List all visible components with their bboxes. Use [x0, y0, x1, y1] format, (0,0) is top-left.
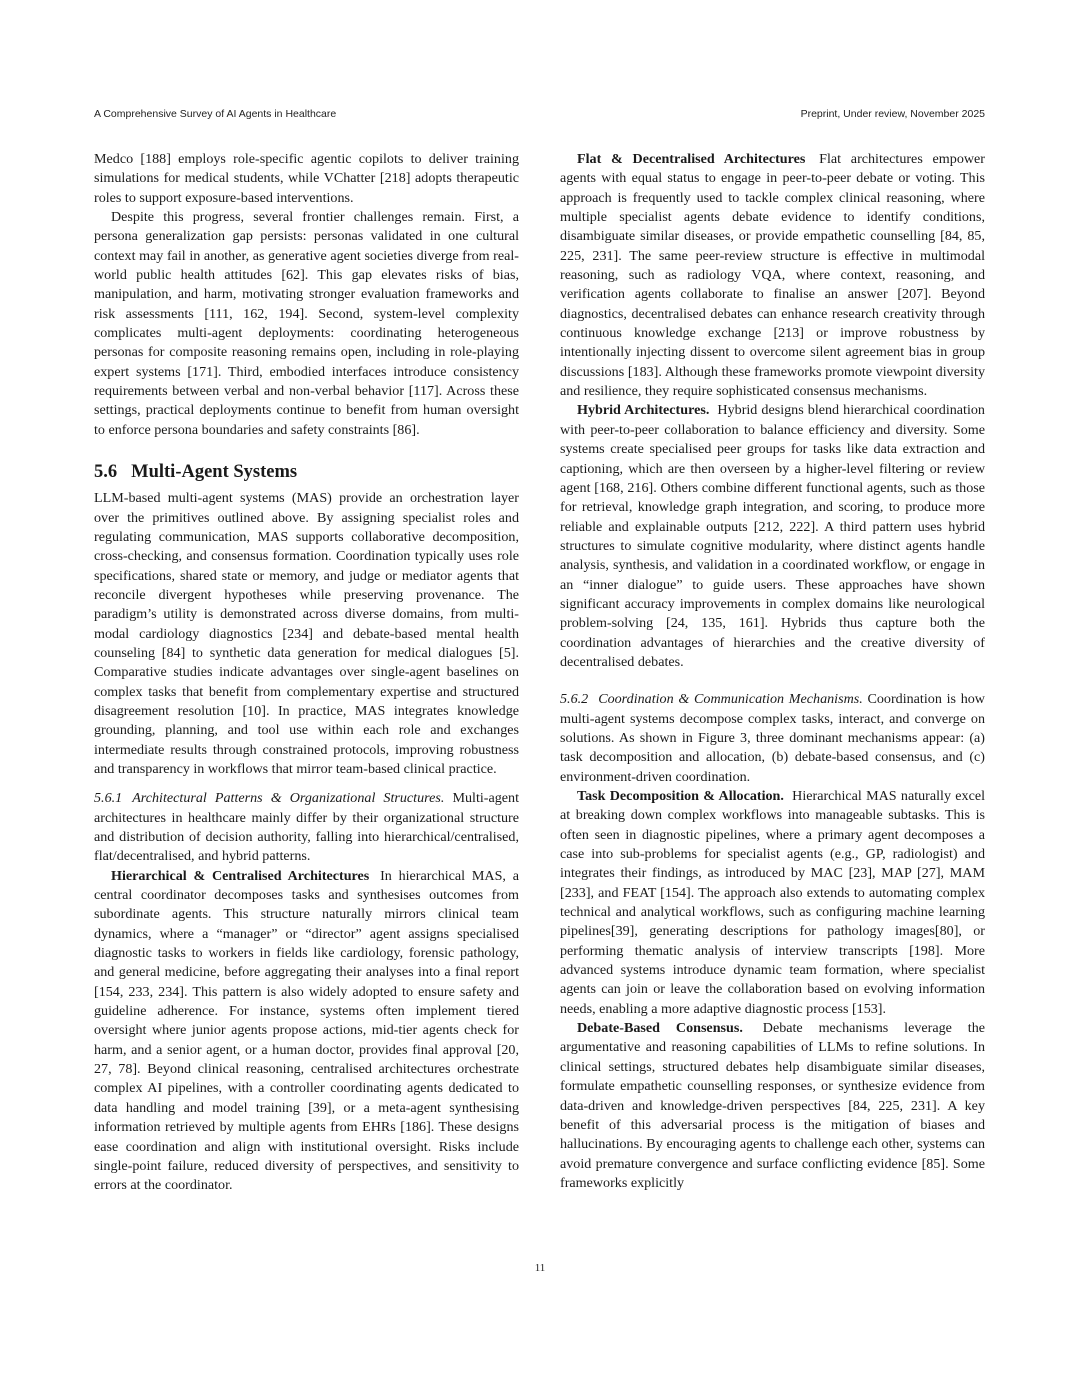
section-title: Multi-Agent Systems — [131, 462, 298, 483]
left-column — [94, 150, 519, 1196]
running-header — [94, 108, 985, 120]
paragraph: LLM-based multi-agent systems (MAS) provide an orchestration layer over the primitives outlined above. By assigning specialist roles and regulating communication, MAS supports collaborative decomposition, cross-checking, and consensus formation. Coordination typically uses role specifications, shared state or memory, and judge or mediator agents that reconcile divergent hypotheses while preserving provenance. The paradigm’s utility is demonstrated across diverse domains, from multi-modal cardiology diagnostics [234] and debate-based mental health counseling [84] to synthetic data generation for medical dialogues [5]. Comparative studies indicate advantages over single-agent baselines on complex tasks that benefit from complementary expertise and structured disagreement resolution [10]. In practice, MAS integrates knowledge grounding, planning, and tool use within each role and exchanges intermediate results through constrained protocols, improving robustness and transparency in workflows that mirror team-based clinical practice. — [94, 490, 519, 777]
paragraph-lead: Hybrid Architectures. — [577, 402, 710, 419]
paragraph: Medco [188] employs role-specific agentic copilots to deliver training simulations for medical students, while VChatter [218] adopts therapeutic roles to support exposure-based interventions. — [94, 151, 519, 206]
section-heading — [94, 460, 519, 484]
paragraph-text: Hybrid designs blend hierarchical coordination with peer-to-peer collaboration to balance efficiency and diversity. Some systems create specialised peer groups for tasks like data extraction and captioning, which are then overseen by a higher-level filtering or review agent [168, 216]. Others combine different functional agents, such as those for retrieval, knowledge graph integration, and scoring, to produce more reliable and explainable outputs [212, 222]. A third pattern uses hybrid structures to simulate cognitive modularity, where distinct agents handle analysis, synthesis, and validation in a coordinated workflow, or engage in an “inner dialogue” to guide users. These approaches have shown significant accuracy improvements in complex domains like neurological problem-solving [24, 135, 161]. Hybrids thus capture both the coordination advantages of hierarchies and the creative diversity of decentralised debates. — [560, 402, 985, 670]
paragraph-text: In hierarchical MAS, a central coordinator decomposes tasks and synthesises outcomes from subordinate agents. This structure naturally mirrors clinical team dynamics, where a “manager” or “director” agent assigns specialised diagnostic tasks to workers in fields like cardiology, forensic pathology, and general medicine, before aggregating their analyses into a final report [154, 233, 234]. This pattern is also widely adopted to ensure safety and guideline adherence. For instance, systems often implement tiered oversight where junior agents propose actions, mid-tier agents check for harm, and a senior agent, or a human doctor, provides final approval [20, 27, 78]. Beyond clinical reasoning, centralised architectures orchestrate complex AI pipelines, with a controller coordinating agents dedicated to data handling and model training [39], or a meta-agent synthesising information retrieved by multiple agents from EHRs [186]. These designs ease coordination and align with institutional oversight. Risks include single-point failure, reduced diversity of perspectives, and sensitivity to errors at the coordinator. — [94, 867, 519, 1194]
subsection-number: 5.6.1 — [94, 790, 123, 807]
page-number: 11 — [534, 1262, 546, 1274]
subsection-text: Coordination is how multi-agent systems decompose complex tasks, interact, and converge on solutions. As shown in Figure 3, three dominant mechanisms appear: (a) task decomposition and allocation, (b) debate-based consensus, and (c) environment-driven coordination. — [560, 691, 985, 785]
subsection-heading — [94, 790, 444, 806]
paragraph-text: Flat architectures empower agents with equal status to engage in peer-to-peer debate or voting. This approach is frequently used to tackle complex clinical reasoning, where multiple specialist agents debate evidence to identify conditions, disambiguate similar diseases, or provide empathetic counselling [84, 85, 225, 231]. The same peer-review structure is effective in multimodal reasoning, such as radiology VQA, where context, reasoning, and verification agents collaborate to finalise an answer [207]. Beyond diagnostics, decentralised debates can enhance research creativity through continuous knowledge exchange [213] or improve robustness by intentionally injecting dissent to overcome silent agreement bias in group discussions [183]. Although these frameworks promote viewpoint diversity and resilience, they require sophisticated consensus mechanisms. — [560, 151, 985, 400]
subsection-paragraph — [560, 690, 985, 787]
subsection-text: Multi-agent architectures in healthcare mainly differ by their organizational structure and distribution of decision authority, falling into hierarchical/centralised, flat/decentralised, and hybrid patterns. — [94, 790, 519, 865]
header-title: A Comprehensive Survey of AI Agents in Healthcare — [94, 108, 337, 120]
paragraph — [560, 787, 985, 1019]
paragraph-lead: Hierarchical & Centralised Architectures — [111, 867, 370, 884]
paragraph-lead: Flat & Decentralised Architectures — [577, 151, 806, 167]
paragraph-text: Hierarchical MAS naturally excel at breaking down complex workflows into manageable subtasks. This is often seen in diagnostic pipelines, where a primary agent decomposes a case into sub-problems for specialist agents (e.g., GP, radiologist) and integrates their findings, as introduced by MAC [23], MAP [27], MAM [233], and FEAT [154]. The approach also extends to automating complex technical and analytical workflows, such as configuring machine learning pipelines[39], generating descriptions for pathology images[80], or performing thematic analysis of interview transcripts [198]. More advanced systems introduce dynamic team formation, where specialist agents can join or leave the collaboration based on evolving information needs, enabling a more adaptive diagnostic process [153]. — [560, 788, 985, 1017]
paragraph-lead: Task Decomposition & Allocation. — [577, 788, 784, 804]
subsection-number: 5.6.2 — [560, 691, 589, 708]
paragraph — [560, 1019, 985, 1193]
spacer — [560, 672, 985, 690]
paragraph — [560, 401, 985, 672]
paragraph-text: Debate mechanisms leverage the argumentative and reasoning capabilities of LLMs to refine solutions. In clinical settings, structured debates help disambiguate similar diseases, formulate empathetic counselling responses, or synthesize evidence from data-driven and knowledge-driven perspectives [84, 225, 231]. A key benefit of this adversarial process is the mitigation of biases and hallucinations. By encouraging agents to challenge each other, systems can avoid premature convergence and surface conflicting evidence [85]. Some frameworks explicitly — [560, 1020, 986, 1191]
paragraph — [560, 150, 985, 401]
subsection-title: Architectural Patterns & Organizational Structures. — [132, 790, 445, 807]
paragraph: Despite this progress, several frontier challenges remain. First, a persona generalization gap persists: personas validated in one cultural context may fail in another, as generative agent societies diverge from real-world public health attitudes [62]. This gap elevates risks of bias, manipulation, and harm, motivating stronger evaluation frameworks and risk assessments [111, 162, 194]. Second, system-level complexity complicates multi-agent deployments: coordinating heterogeneous personas for composite reasoning remains open, including in role-playing expert systems [171]. Third, embodied interfaces introduce consistency requirements between verbal and non-verbal behavior [117]. Across these settings, practical deployments continue to benefit from human oversight to enforce persona boundaries and safety constraints [86]. — [94, 209, 519, 438]
right-column — [560, 150, 985, 1193]
section-number: 5.6 — [94, 462, 118, 483]
header-venue: Preprint, Under review, November 2025 — [800, 108, 985, 120]
paragraph — [94, 867, 519, 1196]
subsection-title: Coordination & Communication Mechanisms. — [598, 691, 863, 708]
paragraph-lead: Debate-Based Consensus. — [577, 1020, 743, 1037]
subsection-paragraph — [94, 789, 519, 866]
subsection-heading — [560, 691, 863, 707]
